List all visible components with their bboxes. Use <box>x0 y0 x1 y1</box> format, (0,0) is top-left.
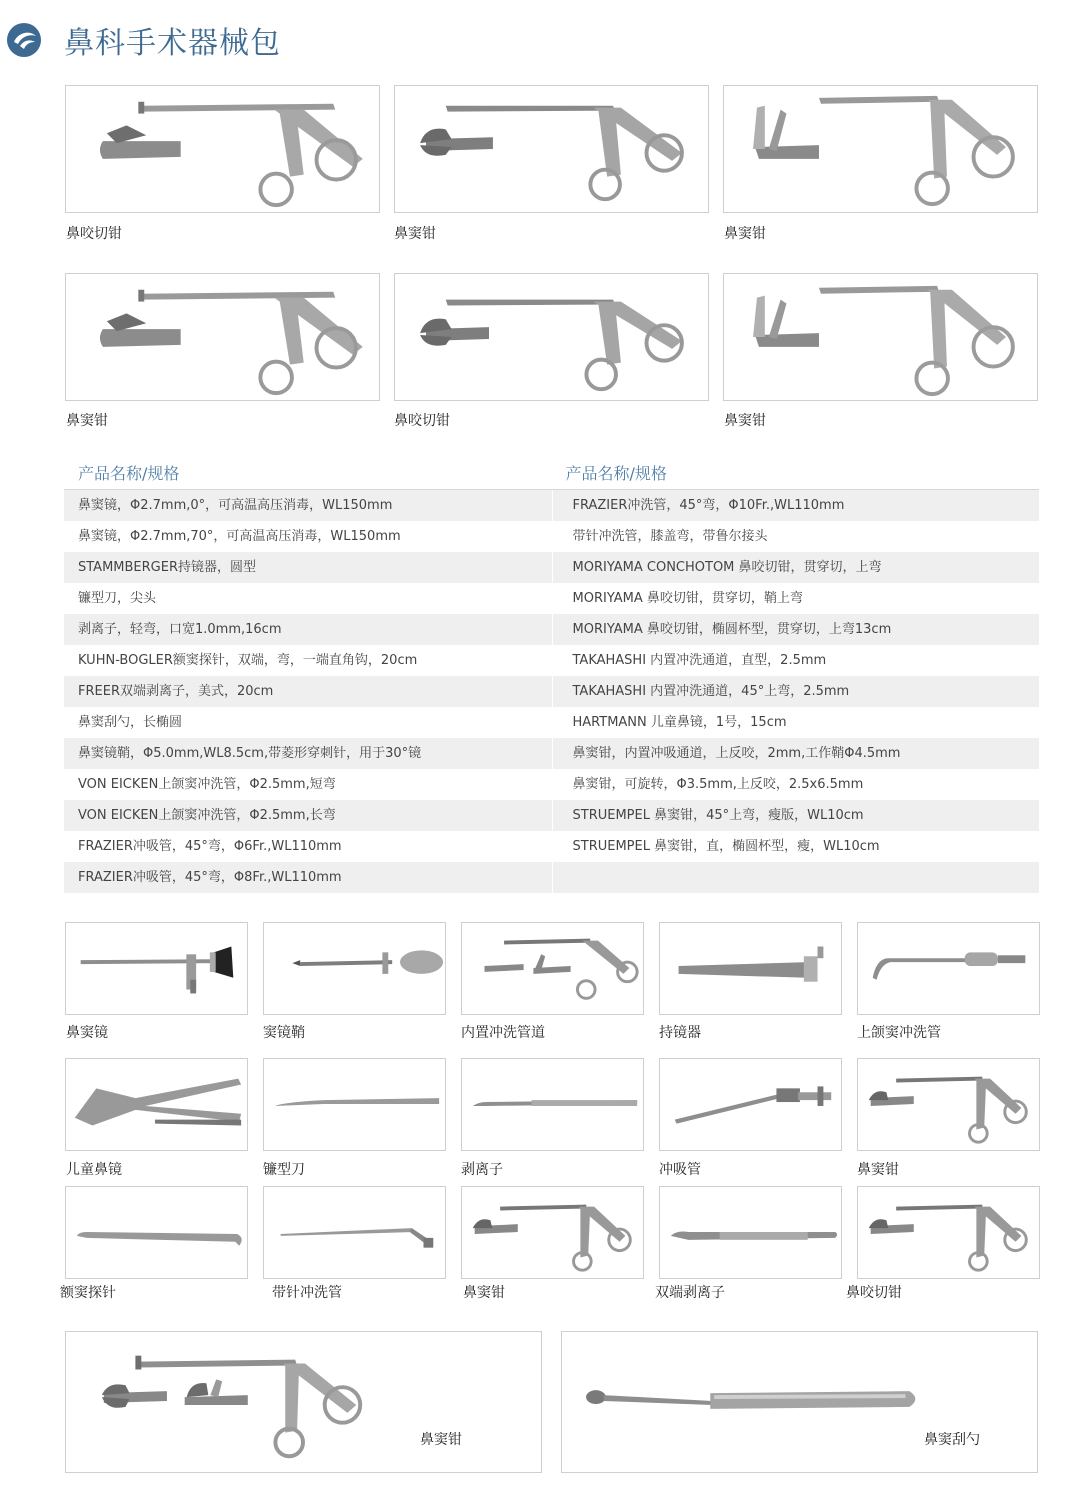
instrument-photo-irrigation-forceps <box>461 922 644 1015</box>
spec-cell-right: MORIYAMA CONCHOTOM 鼻咬切钳，贯穿切，上弯 <box>552 552 1040 583</box>
spec-cell-right: MORIYAMA 鼻咬切钳，椭圆杯型，贯穿切，上弯13cm <box>552 614 1040 645</box>
spec-cell-left: 鼻窦镜，Φ2.7mm,0°，可高温高压消毒，WL150mm <box>78 498 393 513</box>
sinus-forceps-icon <box>724 86 1037 212</box>
table-row <box>64 552 1039 583</box>
rongeur-forceps-icon <box>66 86 379 212</box>
instrument-photo-suction <box>659 1058 842 1151</box>
photo-caption: 鼻窦钳 <box>724 413 766 429</box>
instrument-photo-scope <box>65 922 248 1015</box>
probe-icon <box>66 1187 247 1278</box>
photo-caption: 双端剥离子 <box>655 1285 725 1301</box>
spec-cell-left: VON EICKEN上颌窦冲洗管，Φ2.5mm,长弯 <box>78 808 336 823</box>
needle-tube-icon <box>264 1187 445 1278</box>
spec-cell-left: KUHN-BOGLER额窦探针，双端，弯，一端直角钩，20cm <box>78 653 418 668</box>
photo-caption: 冲吸管 <box>659 1162 701 1178</box>
spec-table <box>64 458 1039 893</box>
spec-header-left: 产品名称/规格 <box>78 464 180 483</box>
sinus-forceps-icon <box>395 86 708 212</box>
rongeur-forceps-icon <box>395 274 708 400</box>
spec-cell-right: 鼻窦钳，可旋转，Φ3.5mm,上反咬，2.5x6.5mm <box>552 769 1040 800</box>
photo-caption: 带针冲洗管 <box>272 1285 342 1301</box>
page-title: 鼻科手术器械包 <box>64 26 281 61</box>
photo-rongeur-2 <box>394 273 709 401</box>
sinus-forceps-icon <box>66 1332 541 1472</box>
spec-cell-right: TAKAHASHI 内置冲洗通道，直型，2.5mm <box>552 645 1040 676</box>
instrument-photo-holder <box>659 922 842 1015</box>
speculum-icon <box>66 1059 247 1150</box>
knife-icon <box>264 1059 445 1150</box>
photo-caption: 鼻窦镜 <box>66 1025 108 1041</box>
spec-cell-right: HARTMANN 儿童鼻镜，1号，15cm <box>552 707 1040 738</box>
table-row <box>64 800 1039 831</box>
photo-rongeur-1 <box>65 85 380 213</box>
sinus-forceps-icon <box>66 274 379 400</box>
spec-cell-right: 鼻窦钳，内置冲吸通道，上反咬，2mm,工作鞘Φ4.5mm <box>552 738 1040 769</box>
photo-caption: 剥离子 <box>461 1162 503 1178</box>
instrument-photo-small-forceps <box>857 1058 1040 1151</box>
photo-caption: 鼻窦刮勺 <box>924 1432 980 1448</box>
instrument-photo-small-forceps <box>857 1186 1040 1279</box>
spec-cell-left: 鼻窦镜，Φ2.7mm,70°，可高温高压消毒，WL150mm <box>78 529 401 544</box>
table-row <box>64 614 1039 645</box>
swoosh-logo-icon <box>6 22 42 58</box>
holder-icon <box>660 923 841 1014</box>
spec-cell-left: FREER双端剥离子，美式，20cm <box>78 684 274 699</box>
spec-cell-left: 鼻窦镜鞘，Φ5.0mm,WL8.5cm,带菱形穿刺针，用于30°镜 <box>78 746 422 761</box>
photo-caption: 窦镜鞘 <box>263 1025 305 1041</box>
spec-cell-right: TAKAHASHI 内置冲洗通道，45°上弯，2.5mm <box>552 676 1040 707</box>
photo-sinus-forceps-1 <box>394 85 709 213</box>
table-row <box>64 831 1039 862</box>
photo-caption: 鼻咬切钳 <box>846 1285 902 1301</box>
instrument-photo-needle-tube <box>263 1186 446 1279</box>
photo-caption: 镰型刀 <box>263 1162 305 1178</box>
table-row <box>64 862 1039 893</box>
table-row <box>64 676 1039 707</box>
small-forceps-icon <box>858 1187 1039 1278</box>
irrigation-forceps-icon <box>462 923 643 1014</box>
spec-cell-right <box>552 862 1040 893</box>
scope-icon <box>66 923 247 1014</box>
curette-icon <box>562 1332 1037 1472</box>
photo-caption: 鼻窦钳 <box>463 1285 505 1301</box>
spec-table-body <box>64 490 1039 893</box>
table-row <box>64 583 1039 614</box>
table-row <box>64 490 1039 521</box>
instrument-photo-knife <box>263 1058 446 1151</box>
elevator-icon <box>462 1059 643 1150</box>
suction-icon <box>660 1059 841 1150</box>
photo-caption: 鼻窦钳 <box>394 226 436 242</box>
spec-table-header <box>64 458 1039 490</box>
spec-cell-left: 镰型刀，尖头 <box>78 591 157 606</box>
spec-cell-left: 鼻窦刮勺，长椭圆 <box>78 715 183 730</box>
photo-caption: 鼻窦钳 <box>857 1162 899 1178</box>
table-row <box>64 521 1039 552</box>
spec-cell-right: STRUEMPEL 鼻窦钳，45°上弯，瘦版，WL10cm <box>552 800 1040 831</box>
photo-caption: 鼻咬切钳 <box>66 226 122 242</box>
photo-caption: 鼻窦钳 <box>724 226 766 242</box>
photo-caption: 持镜器 <box>659 1025 701 1041</box>
table-row <box>64 738 1039 769</box>
photo-caption: 鼻窦钳 <box>66 413 108 429</box>
photo-sinus-curette <box>561 1331 1038 1473</box>
spec-cell-left: STAMMBERGER持镜器，圆型 <box>78 560 256 575</box>
photo-sinus-forceps-2 <box>723 85 1038 213</box>
instrument-photo-speculum <box>65 1058 248 1151</box>
instrument-photo-probe <box>65 1186 248 1279</box>
photo-caption: 额窦探针 <box>60 1285 116 1301</box>
spec-cell-right: STRUEMPEL 鼻窦钳，直，椭圆杯型，瘦，WL10cm <box>552 831 1040 862</box>
spec-header-right: 产品名称/规格 <box>565 464 667 483</box>
table-row <box>64 645 1039 676</box>
spec-cell-left: FRAZIER冲吸管，45°弯，Φ6Fr.,WL110mm <box>78 839 342 854</box>
spec-cell-left: VON EICKEN上颌窦冲洗管，Φ2.5mm,短弯 <box>78 777 336 792</box>
instrument-photo-elevator <box>461 1058 644 1151</box>
photo-sinus-forceps-4 <box>723 273 1038 401</box>
spec-cell-right: FRAZIER冲洗管，45°弯，Φ10Fr.,WL110mm <box>552 490 1040 521</box>
spec-cell-left: 剥离子，轻弯，口宽1.0mm,16cm <box>78 622 282 637</box>
instrument-photo-double-elevator <box>659 1186 842 1279</box>
page-header <box>6 18 281 62</box>
table-row <box>64 707 1039 738</box>
photo-caption: 鼻咬切钳 <box>394 413 450 429</box>
photo-sinus-forceps-3 <box>65 273 380 401</box>
sheath-icon <box>264 923 445 1014</box>
small-forceps-icon <box>462 1187 643 1278</box>
spec-cell-left: FRAZIER冲吸管，45°弯，Φ8Fr.,WL110mm <box>78 870 342 885</box>
spec-cell-right: MORIYAMA 鼻咬切钳，贯穿切，鞘上弯 <box>552 583 1040 614</box>
photo-caption: 内置冲洗管道 <box>461 1025 545 1041</box>
sinus-forceps-icon <box>724 274 1037 400</box>
instrument-photo-small-forceps <box>461 1186 644 1279</box>
table-row <box>64 769 1039 800</box>
small-forceps-icon <box>858 1059 1039 1150</box>
cannula-icon <box>858 923 1039 1014</box>
photo-caption: 上颌窦冲洗管 <box>857 1025 941 1041</box>
photo-caption: 鼻窦钳 <box>420 1432 462 1448</box>
double-elevator-icon <box>660 1187 841 1278</box>
instrument-photo-cannula <box>857 922 1040 1015</box>
photo-caption: 儿童鼻镜 <box>66 1162 122 1178</box>
photo-sinus-forceps-wide <box>65 1331 542 1473</box>
spec-cell-right: 带针冲洗管，膝盖弯，带鲁尔接头 <box>552 521 1040 552</box>
instrument-photo-sheath <box>263 922 446 1015</box>
